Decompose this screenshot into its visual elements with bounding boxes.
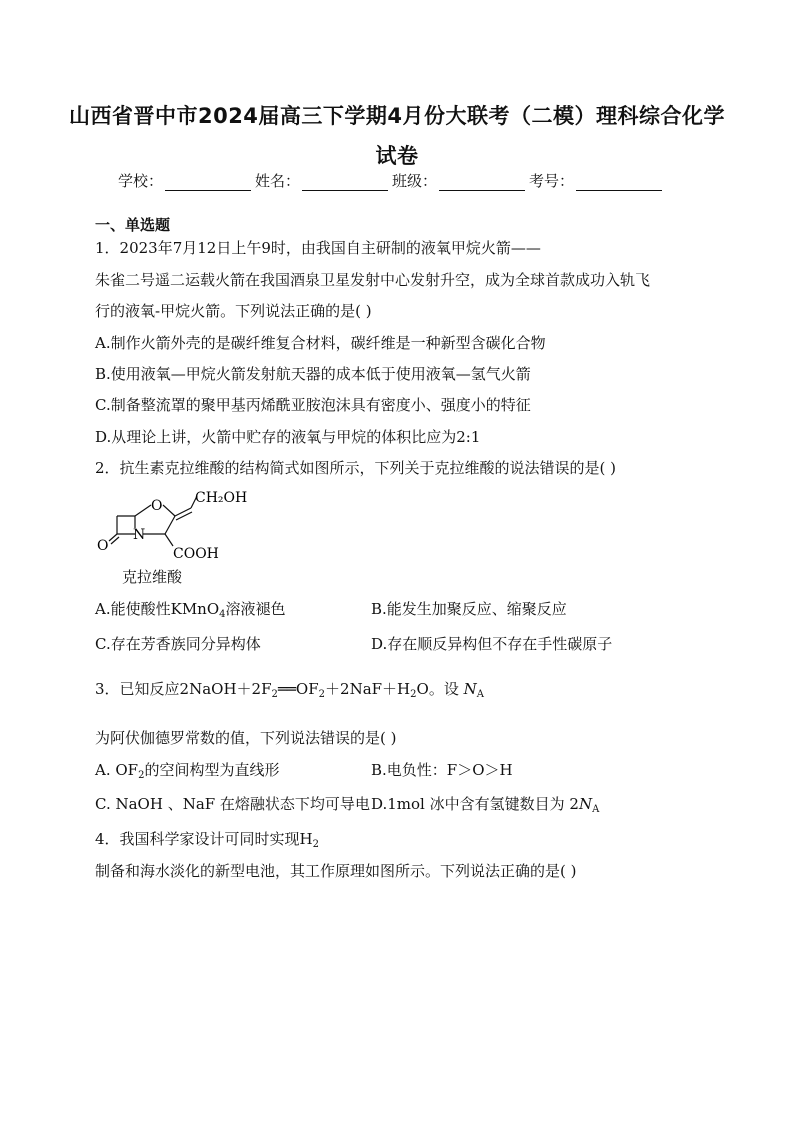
q2-option-a: A.能使酸性KMnO$_4$溶液褪色 bbox=[95, 600, 286, 620]
q1-option-a: A.制作火箭外壳的是碳纤维复合材料，碳纤维是一种新型含碳化合物 bbox=[95, 334, 546, 352]
q4-line-2: 制备和海水淡化的新型电池，其工作原理如图所示。下列说法正确的是( ) bbox=[95, 862, 577, 880]
q4-line-1: 4．我国科学家设计可同时实现$H_2$ bbox=[95, 830, 320, 850]
q3-option-a: A. $OF_2$的空间构型为直线形 bbox=[95, 761, 280, 781]
keto-oxygen-label: O bbox=[97, 538, 109, 554]
name-field[interactable]: 姓名： bbox=[255, 171, 388, 191]
q1-line-3: 行的液氧-甲烷火箭。下列说法正确的是( ) bbox=[95, 302, 372, 320]
q2-option-b: B.能发生加聚反应、缩聚反应 bbox=[371, 600, 567, 618]
q3-option-c: C. NaOH 、NaF 在熔融状态下均可导电 bbox=[95, 795, 370, 813]
clavulanic-acid-structure bbox=[95, 486, 265, 568]
q3-stem-line-1: 3．已知反应$2NaOH+2F_2══OF_2+2NaF+H_2O$。设 $N_A$ bbox=[95, 680, 484, 700]
title-line-1: 山西省晋中市2024届高三下学期4月份大联考（二模）理科综合化学 bbox=[68, 104, 726, 128]
q3-stem-line-2: 为阿伏伽德罗常数的值，下列说法错误的是( ) bbox=[95, 729, 397, 747]
q1-line-1: 1．2023年7月12日上午9时，由我国自主研制的液氧甲烷火箭—— bbox=[95, 239, 541, 257]
bond bbox=[165, 534, 173, 546]
q1-line-2: 朱雀二号遥二运载火箭在我国酒泉卫星发射中心发射升空，成为全球首款成功入轨飞 bbox=[95, 271, 651, 289]
cooh-label: COOH bbox=[173, 546, 219, 562]
q3-option-b: B.电负性：F＞O＞H bbox=[371, 761, 513, 779]
nitrogen-label: N bbox=[133, 527, 146, 543]
class-field[interactable]: 班级： bbox=[392, 171, 525, 191]
q1-option-c: C.制备整流罩的聚甲基丙烯酰亚胺泡沫具有密度小、强度小的特征 bbox=[95, 396, 531, 414]
structure-caption: 克拉维酸 bbox=[122, 568, 183, 586]
title-line-2: 试卷 bbox=[375, 144, 419, 168]
q2-stem: 2．抗生素克拉维酸的结构简式如图所示，下列关于克拉维酸的说法错误的是( ) bbox=[95, 459, 617, 477]
exam-number-field[interactable]: 考号： bbox=[529, 171, 662, 191]
q2-option-d: D.存在顺反异构但不存在手性碳原子 bbox=[371, 635, 613, 653]
school-field[interactable]: 学校： bbox=[118, 171, 251, 191]
q1-option-d: D.从理论上讲，火箭中贮存的液氧与甲烷的体积比应为2:1 bbox=[95, 428, 481, 446]
q1-option-b: B.使用液氧—甲烷火箭发射航天器的成本低于使用液氧—氢气火箭 bbox=[95, 365, 531, 383]
ring-oxygen-label: O bbox=[151, 498, 163, 514]
document-title bbox=[60, 96, 734, 176]
bond bbox=[163, 505, 175, 516]
bond bbox=[176, 512, 192, 520]
bond bbox=[175, 508, 191, 516]
ch2oh-label: CH₂OH bbox=[195, 490, 248, 506]
q2-option-c: C.存在芳香族同分异构体 bbox=[95, 635, 261, 653]
bond bbox=[135, 505, 151, 516]
reaction-equation: $2NaOH+2F_2══OF_2+2NaF+H_2O$ bbox=[179, 680, 429, 700]
q3-option-d: D.1mol 冰中含有氢键数目为 $2N_A$ bbox=[371, 795, 600, 815]
student-info-row bbox=[118, 171, 678, 191]
section-heading: 一、单选题 bbox=[95, 216, 171, 234]
bond bbox=[165, 516, 175, 534]
